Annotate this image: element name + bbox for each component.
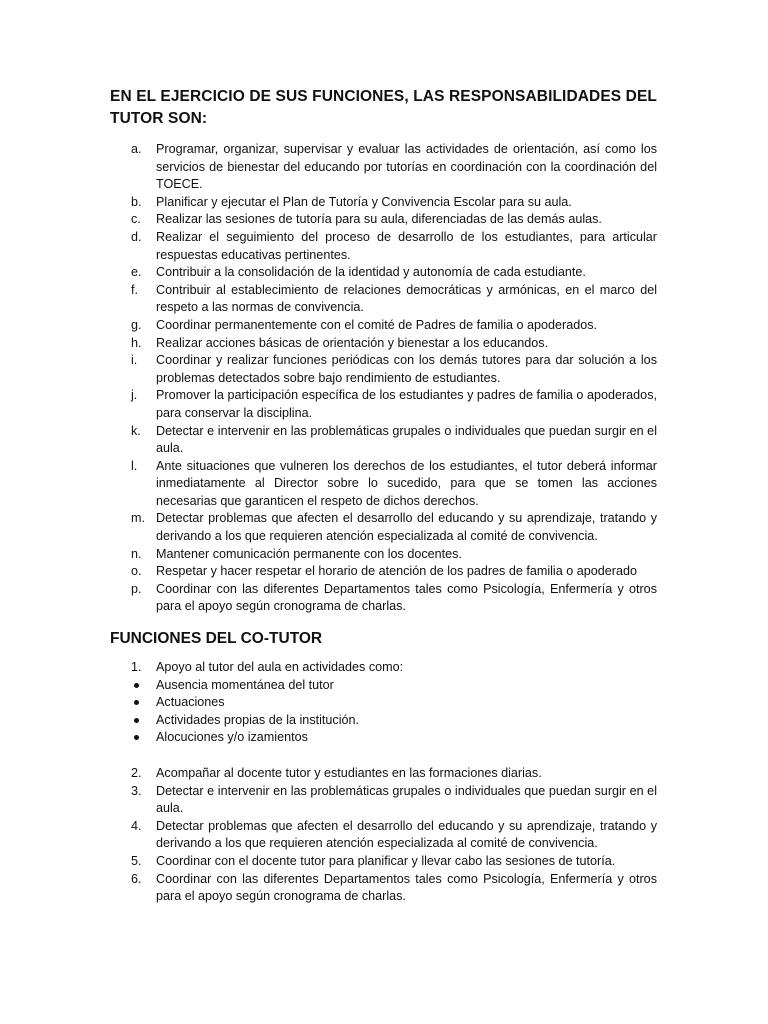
item-text: Contribuir a la consolidación de la identidad y autonomía de cada estudiante.	[156, 265, 586, 280]
responsibilities-list	[110, 141, 657, 616]
item-marker: n.	[131, 546, 142, 561]
item-text: Programar, organizar, supervisar y evaluar las actividades de orientación, así como los servicios de bienestar del educando por tutorías en coordinación con la coordinación del TOECE.	[156, 142, 657, 192]
item-text: Detectar problemas que afecten el desarrollo del educando y su aprendizaje, tratando y derivando a los que requieren atención especializada al comité de convivencia.	[156, 511, 657, 544]
responsibility-item	[110, 317, 657, 335]
item-marker: a.	[131, 142, 142, 156]
cotutor-item	[110, 765, 657, 783]
item-text: Promover la participación específica de los estudiantes y padres de familia o apoderados, para conservar la disciplina.	[156, 388, 657, 420]
item-text: Realizar las sesiones de tutoría para su aula, diferenciadas de las demás aulas.	[156, 212, 602, 227]
item-text: Coordinar permanentemente con el comité de Padres de familia o apoderados.	[156, 317, 598, 332]
item-text: Coordinar con las diferentes Departamentos tales como Psicología, Enfermería y otros para el apoyo según cronograma de charlas.	[156, 581, 657, 614]
document-body	[110, 86, 657, 906]
item-marker: 4.	[131, 818, 142, 833]
cotutor-list-continued	[110, 765, 657, 906]
item-marker: o.	[131, 564, 142, 579]
item-text: Coordinar con las diferentes Departamentos tales como Psicología, Enfermería y otros para el apoyo según cronograma de charlas.	[156, 871, 657, 904]
bullet-icon	[134, 683, 139, 688]
responsibility-item	[110, 581, 657, 616]
responsibility-item	[110, 194, 657, 212]
item-marker: e.	[131, 265, 142, 280]
bullet-text: Actividades propias de la institución.	[156, 712, 360, 727]
item-marker: 6.	[131, 871, 142, 886]
item-text: Detectar problemas que afecten el desarrollo del educando y su aprendizaje, tratando y derivando a los que requieren atención especializada al comité de convivencia.	[156, 818, 657, 851]
bullet-item	[110, 712, 657, 730]
cotutor-heading: FUNCIONES DEL CO-TUTOR	[110, 630, 323, 648]
bullet-icon	[134, 718, 139, 723]
responsibility-item	[110, 387, 657, 422]
item-text: Acompañar al docente tutor y estudiantes en las formaciones diarias.	[156, 766, 542, 780]
item-marker: p.	[131, 581, 142, 596]
cotutor-item	[110, 659, 657, 677]
item-marker: 3.	[131, 783, 142, 798]
item-text: Coordinar y realizar funciones periódicas con los demás tutores para dar solución a los problemas detectados sobre bajo rendimiento de estudiantes.	[156, 353, 657, 385]
responsibilities-heading: EN EL EJERCICIO DE SUS FUNCIONES, LAS RESPONSABILIDADES DEL TUTOR SON:	[110, 88, 657, 127]
responsibility-item	[110, 211, 657, 229]
item-marker: 5.	[131, 853, 142, 868]
responsibility-item	[110, 229, 657, 264]
item-marker: l.	[131, 458, 138, 473]
cotutor-item	[110, 853, 657, 871]
responsibility-item	[110, 335, 657, 353]
item-marker: h.	[131, 335, 142, 350]
item-marker: i.	[131, 353, 138, 368]
item-marker: m.	[131, 511, 145, 526]
bullet-icon	[134, 735, 139, 740]
bullet-icon	[134, 700, 139, 705]
item-marker: 1.	[131, 660, 142, 675]
item-marker: c.	[131, 212, 141, 227]
cotutor-item	[110, 783, 657, 818]
item-text: Apoyo al tutor del aula en actividades como:	[156, 660, 404, 675]
item-text: Detectar e intervenir en las problemáticas grupales o individuales que puedan surgir en el aula.	[156, 783, 657, 816]
bullet-item	[110, 729, 657, 747]
responsibility-item	[110, 264, 657, 282]
item-marker: 2.	[131, 766, 142, 780]
item-text: Contribuir al establecimiento de relaciones democráticas y armónicas, en el marco del respeto a las normas de convivencia.	[156, 282, 657, 315]
item-text: Planificar y ejecutar el Plan de Tutoría y Convivencia Escolar para su aula.	[156, 194, 572, 209]
item-text: Respetar y hacer respetar el horario de atención de los padres de familia o apoderado	[156, 564, 637, 579]
responsibility-item	[110, 563, 657, 581]
responsibility-item	[110, 282, 657, 317]
item-marker: d.	[131, 229, 142, 244]
item-text: Ante situaciones que vulneren los derechos de los estudiantes, el tutor deberá informar inmediatamente al Director sobre lo sucedido, para que se tomen las acciones necesarias que garanticen el respeto de dichos derechos.	[156, 458, 657, 508]
responsibility-item	[110, 352, 657, 387]
responsibility-item	[110, 546, 657, 564]
cotutor-list	[110, 659, 657, 677]
paragraph-spacer	[110, 747, 657, 765]
responsibility-item	[110, 458, 657, 511]
responsibility-item	[110, 510, 657, 545]
item-text: Mantener comunicación permanente con los docentes.	[156, 546, 462, 561]
item-marker: j.	[131, 388, 138, 403]
item-marker: g.	[131, 317, 142, 332]
item-marker: k.	[131, 423, 141, 438]
cotutor-item	[110, 818, 657, 853]
item-text: Detectar e intervenir en las problemáticas grupales o individuales que puedan surgir en el aula.	[156, 423, 657, 456]
item-marker: f.	[131, 282, 138, 297]
item-text: Realizar el seguimiento del proceso de desarrollo de los estudiantes, para articular respuestas educativas pertinentes.	[156, 229, 657, 262]
item-text: Coordinar con el docente tutor para planificar y llevar cabo las sesiones de tutoría.	[156, 853, 616, 868]
cotutor-bullet-list	[110, 677, 657, 747]
bullet-text: Ausencia momentánea del tutor	[156, 677, 334, 692]
cotutor-item	[110, 871, 657, 906]
item-marker: b.	[131, 194, 142, 209]
bullet-text: Alocuciones y/o izamientos	[156, 730, 308, 745]
item-text: Realizar acciones básicas de orientación y bienestar a los educandos.	[156, 335, 549, 350]
responsibility-item	[110, 423, 657, 458]
bullet-text: Actuaciones	[156, 695, 225, 710]
bullet-item	[110, 694, 657, 712]
responsibility-item	[110, 141, 657, 194]
bullet-item	[110, 677, 657, 695]
